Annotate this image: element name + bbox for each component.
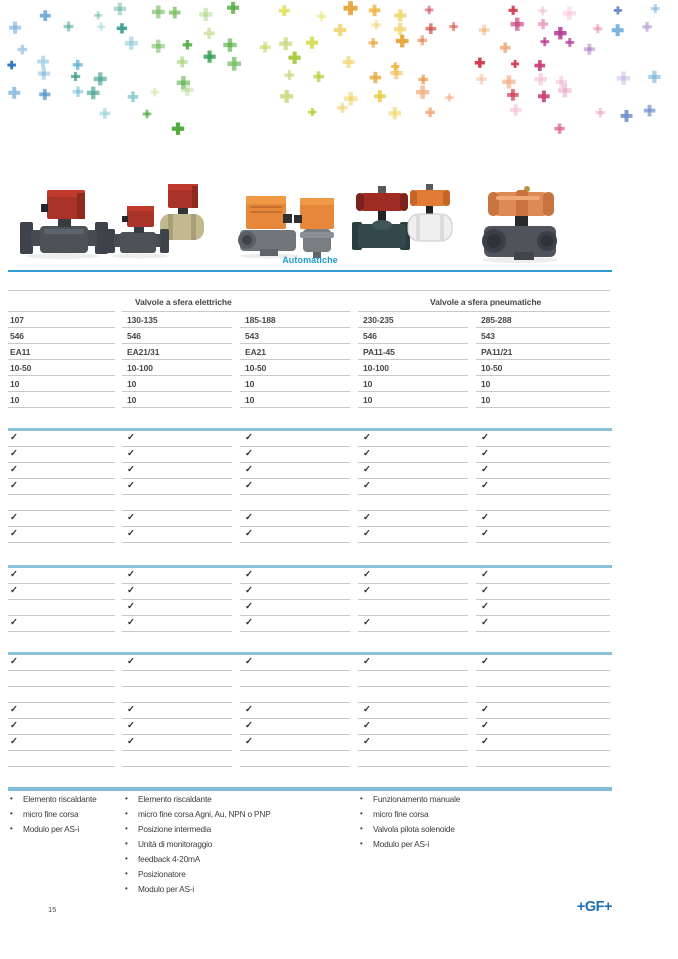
row-rule bbox=[8, 327, 115, 328]
row-rule bbox=[476, 615, 610, 616]
row-rule bbox=[240, 750, 350, 751]
check-mark: ✓ bbox=[245, 617, 253, 628]
check-mark: ✓ bbox=[10, 736, 18, 747]
check-mark: ✓ bbox=[127, 528, 135, 539]
spec-cell: 10-50 bbox=[245, 363, 267, 373]
row-rule bbox=[122, 327, 232, 328]
row-rule bbox=[122, 631, 232, 632]
header-rule bbox=[358, 311, 610, 312]
bullet-dot: • bbox=[125, 824, 128, 833]
check-mark: ✓ bbox=[245, 512, 253, 523]
option-item: Valvola pilota solenoide bbox=[373, 824, 455, 834]
check-mark: ✓ bbox=[481, 480, 489, 491]
bullet-dot: • bbox=[125, 869, 128, 878]
check-mark: ✓ bbox=[10, 569, 18, 580]
option-item: micro fine corsa bbox=[373, 809, 429, 819]
row-rule bbox=[358, 327, 468, 328]
option-item: Modulo per AS-i bbox=[138, 884, 195, 894]
row-rule bbox=[240, 542, 350, 543]
check-mark: ✓ bbox=[363, 448, 371, 459]
check-mark: ✓ bbox=[481, 704, 489, 715]
row-rule bbox=[8, 407, 115, 408]
row-rule bbox=[8, 750, 115, 751]
spec-cell: 107 bbox=[10, 315, 24, 325]
row-rule bbox=[358, 670, 468, 671]
row-rule bbox=[122, 702, 232, 703]
row-rule bbox=[476, 359, 610, 360]
row-rule bbox=[122, 686, 232, 687]
bullet-dot: • bbox=[125, 839, 128, 848]
option-item: micro fine corsa Agni, Au, NPN o PNP bbox=[138, 809, 271, 819]
option-item: Elemento riscaldante bbox=[138, 794, 212, 804]
row-rule bbox=[358, 766, 468, 767]
row-rule bbox=[122, 718, 232, 719]
spec-cell: 546 bbox=[127, 331, 141, 341]
page-number: 15 bbox=[48, 905, 57, 914]
row-rule bbox=[358, 462, 468, 463]
section-title-rule bbox=[8, 270, 612, 272]
check-mark: ✓ bbox=[481, 585, 489, 596]
header-rule bbox=[122, 311, 350, 312]
section-rule bbox=[8, 652, 612, 655]
spec-cell: 10-50 bbox=[10, 363, 32, 373]
row-rule bbox=[240, 343, 350, 344]
row-rule bbox=[358, 631, 468, 632]
check-mark: ✓ bbox=[245, 448, 253, 459]
row-rule bbox=[476, 599, 610, 600]
bullet-dot: • bbox=[360, 809, 363, 818]
row-rule bbox=[240, 407, 350, 408]
row-rule bbox=[240, 462, 350, 463]
spec-cell: 10 bbox=[127, 379, 137, 389]
row-rule bbox=[240, 327, 350, 328]
check-mark: ✓ bbox=[127, 585, 135, 596]
check-mark: ✓ bbox=[127, 432, 135, 443]
check-mark: ✓ bbox=[363, 617, 371, 628]
product-photos bbox=[0, 172, 678, 264]
spec-cell: 10-100 bbox=[127, 363, 153, 373]
row-rule bbox=[122, 510, 232, 511]
bullet-dot: • bbox=[125, 884, 128, 893]
spec-cell: 10-100 bbox=[363, 363, 389, 373]
bullet-dot: • bbox=[10, 809, 13, 818]
row-rule bbox=[476, 583, 610, 584]
row-rule bbox=[476, 766, 610, 767]
row-rule bbox=[358, 391, 468, 392]
check-mark: ✓ bbox=[127, 480, 135, 491]
option-item: Posizionatore bbox=[138, 869, 186, 879]
row-rule bbox=[358, 478, 468, 479]
check-mark: ✓ bbox=[363, 480, 371, 491]
row-rule bbox=[476, 718, 610, 719]
row-rule bbox=[122, 599, 232, 600]
row-rule bbox=[240, 718, 350, 719]
row-rule bbox=[8, 702, 115, 703]
row-rule bbox=[358, 542, 468, 543]
group-header-pneumatic: Valvole a sfera pneumatiche bbox=[430, 297, 542, 307]
row-rule bbox=[358, 615, 468, 616]
spec-cell: 285-288 bbox=[481, 315, 512, 325]
check-mark: ✓ bbox=[127, 512, 135, 523]
check-mark: ✓ bbox=[363, 432, 371, 443]
check-mark: ✓ bbox=[245, 528, 253, 539]
row-rule bbox=[476, 510, 610, 511]
check-mark: ✓ bbox=[10, 448, 18, 459]
table-top-rule bbox=[8, 290, 610, 291]
row-rule bbox=[358, 359, 468, 360]
row-rule bbox=[122, 494, 232, 495]
check-mark: ✓ bbox=[363, 464, 371, 475]
row-rule bbox=[358, 599, 468, 600]
row-rule bbox=[8, 446, 115, 447]
spec-cell: PA11-45 bbox=[363, 347, 395, 357]
check-mark: ✓ bbox=[245, 704, 253, 715]
row-rule bbox=[8, 343, 115, 344]
row-rule bbox=[122, 462, 232, 463]
option-item: Unità di monitoraggio bbox=[138, 839, 213, 849]
row-rule bbox=[122, 526, 232, 527]
row-rule bbox=[240, 583, 350, 584]
check-mark: ✓ bbox=[245, 720, 253, 731]
check-mark: ✓ bbox=[245, 656, 253, 667]
check-mark: ✓ bbox=[245, 585, 253, 596]
check-mark: ✓ bbox=[481, 720, 489, 731]
row-rule bbox=[240, 494, 350, 495]
option-item: Elemento riscaldante bbox=[23, 794, 97, 804]
row-rule bbox=[358, 734, 468, 735]
row-rule bbox=[240, 686, 350, 687]
spec-cell: 230-235 bbox=[363, 315, 394, 325]
bullet-dot: • bbox=[360, 824, 363, 833]
spec-cell: 543 bbox=[481, 331, 495, 341]
row-rule bbox=[240, 631, 350, 632]
row-rule bbox=[240, 670, 350, 671]
row-rule bbox=[8, 478, 115, 479]
row-rule bbox=[358, 494, 468, 495]
spec-cell: 10 bbox=[10, 395, 20, 405]
check-mark: ✓ bbox=[363, 569, 371, 580]
spec-cell: 10 bbox=[481, 379, 491, 389]
check-mark: ✓ bbox=[363, 656, 371, 667]
check-mark: ✓ bbox=[10, 704, 18, 715]
row-rule bbox=[240, 599, 350, 600]
row-rule bbox=[240, 526, 350, 527]
row-rule bbox=[476, 526, 610, 527]
check-mark: ✓ bbox=[363, 585, 371, 596]
check-mark: ✓ bbox=[481, 432, 489, 443]
check-mark: ✓ bbox=[10, 528, 18, 539]
check-mark: ✓ bbox=[481, 569, 489, 580]
photo-electric-3way-valves bbox=[238, 196, 334, 259]
spec-cell: 543 bbox=[245, 331, 259, 341]
row-rule bbox=[358, 375, 468, 376]
row-rule bbox=[358, 686, 468, 687]
check-mark: ✓ bbox=[245, 736, 253, 747]
header-rule bbox=[8, 311, 115, 312]
check-mark: ✓ bbox=[481, 512, 489, 523]
gf-brand-logo: +GF+ bbox=[576, 899, 612, 915]
bullet-dot: • bbox=[10, 794, 13, 803]
check-mark: ✓ bbox=[10, 512, 18, 523]
check-mark: ✓ bbox=[363, 736, 371, 747]
row-rule bbox=[8, 359, 115, 360]
spec-cell: PA11/21 bbox=[481, 347, 513, 357]
option-item: micro fine corsa bbox=[23, 809, 79, 819]
bullet-dot: • bbox=[360, 794, 363, 803]
check-mark: ✓ bbox=[245, 601, 253, 612]
check-mark: ✓ bbox=[10, 656, 18, 667]
check-mark: ✓ bbox=[481, 464, 489, 475]
row-rule bbox=[8, 375, 115, 376]
row-rule bbox=[122, 734, 232, 735]
section-rule bbox=[8, 428, 612, 431]
row-rule bbox=[122, 407, 232, 408]
check-mark: ✓ bbox=[481, 656, 489, 667]
row-rule bbox=[8, 526, 115, 527]
check-mark: ✓ bbox=[127, 736, 135, 747]
check-mark: ✓ bbox=[245, 464, 253, 475]
row-rule bbox=[358, 407, 468, 408]
row-rule bbox=[240, 615, 350, 616]
row-rule bbox=[8, 686, 115, 687]
section-title: Automatiche bbox=[282, 255, 338, 265]
row-rule bbox=[476, 542, 610, 543]
row-rule bbox=[122, 375, 232, 376]
check-mark: ✓ bbox=[481, 448, 489, 459]
option-item: Modulo per AS-i bbox=[373, 839, 430, 849]
row-rule bbox=[358, 343, 468, 344]
row-rule bbox=[476, 494, 610, 495]
spec-cell: EA21 bbox=[245, 347, 266, 357]
row-rule bbox=[476, 686, 610, 687]
row-rule bbox=[8, 766, 115, 767]
check-mark: ✓ bbox=[127, 656, 135, 667]
spec-cell: EA11 bbox=[10, 347, 31, 357]
row-rule bbox=[476, 702, 610, 703]
row-rule bbox=[476, 327, 610, 328]
check-mark: ✓ bbox=[481, 528, 489, 539]
check-mark: ✓ bbox=[10, 720, 18, 731]
row-rule bbox=[240, 734, 350, 735]
row-rule bbox=[358, 750, 468, 751]
option-item: Modulo per AS-i bbox=[23, 824, 80, 834]
row-rule bbox=[476, 478, 610, 479]
check-mark: ✓ bbox=[481, 736, 489, 747]
row-rule bbox=[8, 462, 115, 463]
row-rule bbox=[476, 391, 610, 392]
check-mark: ✓ bbox=[363, 720, 371, 731]
check-mark: ✓ bbox=[127, 720, 135, 731]
row-rule bbox=[122, 542, 232, 543]
bullet-dot: • bbox=[125, 854, 128, 863]
row-rule bbox=[8, 734, 115, 735]
row-rule bbox=[8, 583, 115, 584]
check-mark: ✓ bbox=[363, 704, 371, 715]
spec-cell: 10-50 bbox=[481, 363, 503, 373]
row-rule bbox=[240, 478, 350, 479]
bullet-dot: • bbox=[10, 824, 13, 833]
row-rule bbox=[122, 359, 232, 360]
row-rule bbox=[240, 766, 350, 767]
spec-cell: EA21/31 bbox=[127, 347, 160, 357]
photo-electric-valves-compact bbox=[106, 184, 204, 259]
row-rule bbox=[358, 526, 468, 527]
row-rule bbox=[122, 615, 232, 616]
spec-cell: 130-135 bbox=[127, 315, 158, 325]
row-rule bbox=[476, 446, 610, 447]
check-mark: ✓ bbox=[363, 512, 371, 523]
row-rule bbox=[358, 702, 468, 703]
spec-cell: 185-188 bbox=[245, 315, 276, 325]
row-rule bbox=[122, 766, 232, 767]
option-item: feedback 4-20mA bbox=[138, 854, 201, 864]
section-rule bbox=[8, 565, 612, 568]
row-rule bbox=[240, 510, 350, 511]
check-mark: ✓ bbox=[10, 480, 18, 491]
row-rule bbox=[122, 446, 232, 447]
row-rule bbox=[240, 375, 350, 376]
check-mark: ✓ bbox=[127, 704, 135, 715]
row-rule bbox=[476, 750, 610, 751]
row-rule bbox=[240, 446, 350, 447]
bullet-dot: • bbox=[125, 794, 128, 803]
check-mark: ✓ bbox=[481, 601, 489, 612]
check-mark: ✓ bbox=[10, 617, 18, 628]
row-rule bbox=[476, 462, 610, 463]
row-rule bbox=[8, 718, 115, 719]
row-rule bbox=[358, 510, 468, 511]
check-mark: ✓ bbox=[363, 528, 371, 539]
row-rule bbox=[476, 375, 610, 376]
options-top-rule bbox=[8, 787, 612, 791]
row-rule bbox=[8, 510, 115, 511]
check-mark: ✓ bbox=[127, 569, 135, 580]
row-rule bbox=[476, 343, 610, 344]
row-rule bbox=[476, 407, 610, 408]
row-rule bbox=[122, 750, 232, 751]
row-rule bbox=[8, 670, 115, 671]
photo-electric-valve-flanged bbox=[20, 190, 108, 259]
spec-cell: 10 bbox=[363, 379, 373, 389]
spec-cell: 10 bbox=[481, 395, 491, 405]
spec-cell: 10 bbox=[245, 395, 255, 405]
check-mark: ✓ bbox=[10, 585, 18, 596]
row-rule bbox=[476, 631, 610, 632]
spec-cell: 10 bbox=[127, 395, 137, 405]
check-mark: ✓ bbox=[127, 448, 135, 459]
check-mark: ✓ bbox=[10, 464, 18, 475]
option-item: Posizione intermedia bbox=[138, 824, 212, 834]
row-rule bbox=[8, 542, 115, 543]
check-mark: ✓ bbox=[10, 432, 18, 443]
photo-pneumatic-valves-small bbox=[352, 184, 452, 250]
spec-cell: 10 bbox=[363, 395, 373, 405]
row-rule bbox=[8, 391, 115, 392]
row-rule bbox=[240, 359, 350, 360]
row-rule bbox=[358, 583, 468, 584]
row-rule bbox=[122, 391, 232, 392]
row-rule bbox=[122, 583, 232, 584]
row-rule bbox=[8, 631, 115, 632]
row-rule bbox=[122, 670, 232, 671]
check-mark: ✓ bbox=[245, 432, 253, 443]
check-mark: ✓ bbox=[245, 480, 253, 491]
row-rule bbox=[476, 670, 610, 671]
option-item: Funzionamento manuale bbox=[373, 794, 461, 804]
check-mark: ✓ bbox=[245, 569, 253, 580]
bullet-dot: • bbox=[360, 839, 363, 848]
spec-cell: 10 bbox=[245, 379, 255, 389]
row-rule bbox=[240, 391, 350, 392]
row-rule bbox=[240, 702, 350, 703]
row-rule bbox=[8, 494, 115, 495]
check-mark: ✓ bbox=[127, 464, 135, 475]
spec-cell: 10 bbox=[10, 379, 20, 389]
check-mark: ✓ bbox=[127, 617, 135, 628]
check-mark: ✓ bbox=[127, 601, 135, 612]
row-rule bbox=[122, 478, 232, 479]
group-header-electric: Valvole a sfera elettriche bbox=[135, 297, 232, 307]
spec-cell: 546 bbox=[363, 331, 377, 341]
row-rule bbox=[358, 446, 468, 447]
row-rule bbox=[8, 599, 115, 600]
check-mark: ✓ bbox=[481, 617, 489, 628]
row-rule bbox=[476, 734, 610, 735]
row-rule bbox=[358, 718, 468, 719]
bullet-dot: • bbox=[125, 809, 128, 818]
decorative-plus-pattern bbox=[0, 0, 678, 178]
spec-cell: 546 bbox=[10, 331, 24, 341]
row-rule bbox=[8, 615, 115, 616]
row-rule bbox=[122, 343, 232, 344]
photo-pneumatic-3way-valve bbox=[482, 186, 558, 263]
